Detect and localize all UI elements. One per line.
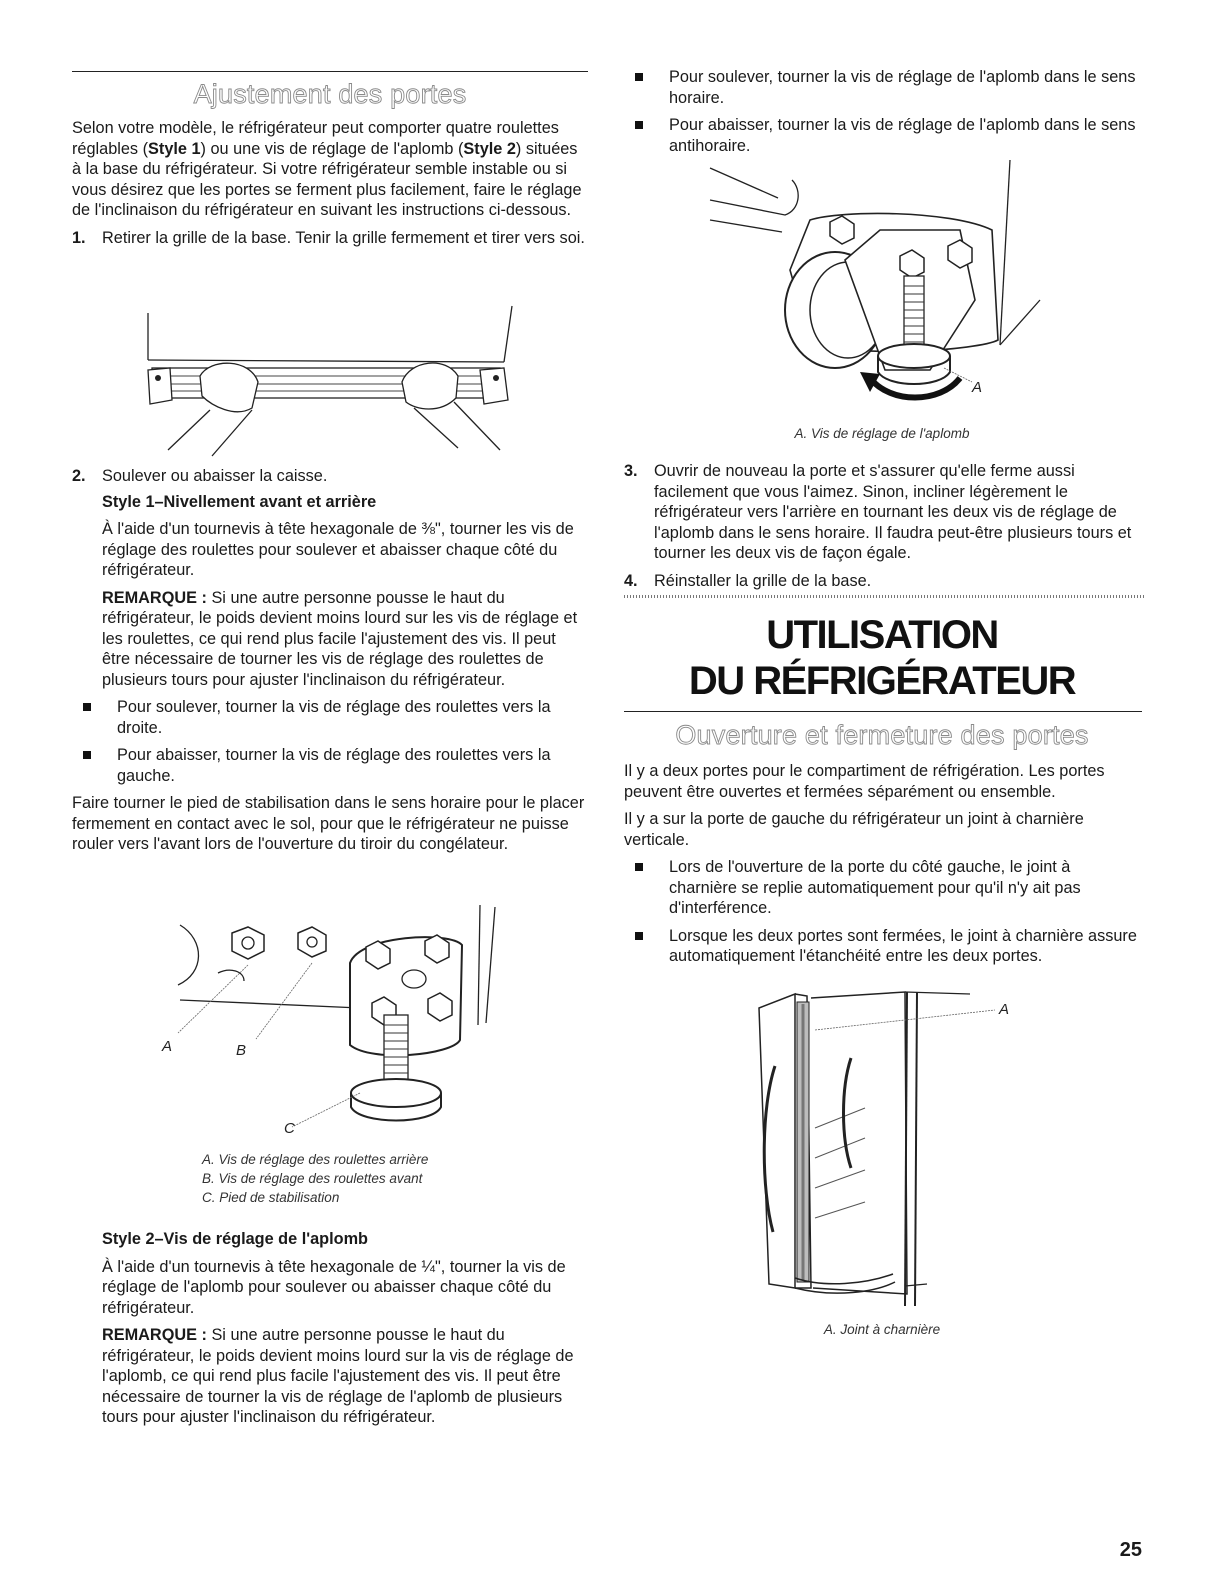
fig2-label-a: A — [162, 1038, 173, 1055]
style-2-text: À l'aide d'un tournevis à tête hexagonale de ¼", tourner la vis de réglage de l'aplomb pour soulever ou abaisser chaque côté du réfrigérateur. — [102, 1257, 566, 1317]
right-section-rule — [624, 711, 1142, 712]
left-top-rule — [72, 71, 588, 72]
bullet-lower-leveling-screw: Pour abaisser, tourner la vis de réglage de l'aplomb dans le sens antihoraire. — [624, 115, 1140, 156]
bullet-raise-leveling-screw: Pour soulever, tourner la vis de réglage de l'aplomb dans le sens horaire. — [624, 67, 1140, 108]
fig2-caption-c: C. Pied de stabilisation — [202, 1190, 340, 1205]
style-1-text: À l'aide d'un tournevis à tête hexagonale de ⅜", tourner les vis de réglage des roulettes pour soulever et abaisser chaque côté du réfrigérateur. — [102, 520, 574, 579]
left-column-lower — [72, 466, 588, 855]
step-3 — [624, 461, 1140, 564]
heading-door-opening: Ouverture et fermeture des portes — [675, 720, 1089, 750]
doors-paragraph-2: Il y a sur la porte de gauche du réfrigérateur un joint à charnière verticale. — [624, 810, 1084, 849]
step-4-text: Réinstaller la grille de la base. — [654, 571, 872, 590]
hinged-seal-illustration — [755, 988, 1025, 1318]
step-2-text: Soulever ou abaisser la caisse. — [102, 467, 328, 485]
leveling-screw-illustration — [710, 160, 1050, 420]
right-column-steps — [624, 461, 1140, 591]
fig3-caption: A. Vis de réglage de l'aplomb — [794, 426, 970, 441]
step-3-number: 3. — [624, 462, 638, 480]
fig2-caption — [202, 1150, 522, 1207]
right-column-top — [624, 67, 1140, 156]
step-2-number: 2. — [72, 467, 86, 485]
right-column-doors — [624, 761, 1140, 967]
intro-paragraph: Selon votre modèle, le réfrigérateur peut comporter quatre roulettes réglables (Style 1) ou une vis de réglage de l'aplomb (Style 2) situées à la base du réfrigérateur. Si votre réfrigérateur semble instable ou si vous désirez que les portes se ferment plus facilement, faire le réglage de l'inclinaison du réfrigérateur en suivant les instructions ci-dessous. — [72, 119, 582, 219]
bullet-hinge-folds: Lors de l'ouverture de la porte du côté gauche, le joint à charnière se replie automatiquement pour qu'il n'y ait pas d'interférence. — [624, 857, 1140, 919]
step-3-text: Ouvrir de nouveau la porte et s'assurer qu'elle ferme aussi facilement que vous l'aimez. Sinon, incliner légèrement le réfrigérateur vers l'arrière en tournant les deux vis de réglage de l'aplomb dans le sens horaire. Il faudra peut-être plusieurs tours et tourner les deux vis de façon égale. — [654, 462, 1132, 562]
doors-paragraph-1: Il y a deux portes pour le compartiment de réfrigération. Les portes peuvent être ouvertes et fermées séparément ou ensemble. — [624, 762, 1105, 801]
bullet-raise-rollers: Pour soulever, tourner la vis de réglage des roulettes vers la droite. — [72, 697, 588, 738]
section-title-line-2: DU RÉFRIGÉRATEUR — [688, 659, 1076, 703]
step-2-details — [72, 492, 588, 691]
fig4-label-a: A — [999, 1001, 1010, 1018]
fig4-caption: A. Joint à charnière — [823, 1322, 941, 1337]
bullet-hinge-seals: Lorsque les deux portes sont fermées, le joint à charnière assure automatiquement l'étanchéité entre les deux portes. — [624, 926, 1140, 967]
heading-door-adjustment: Ajustement des portes — [193, 79, 467, 109]
step-2 — [72, 466, 588, 487]
grille-removal-illustration — [140, 298, 520, 458]
section-title — [624, 612, 1140, 704]
bullet-lower-rollers: Pour abaisser, tourner la vis de réglage des roulettes vers la gauche. — [72, 745, 588, 786]
fig2-label-b: B — [236, 1042, 247, 1059]
fig2-caption-a: A. Vis de réglage des roulettes arrière — [202, 1152, 429, 1167]
style-2-title: Style 2–Vis de réglage de l'aplomb — [102, 1230, 368, 1248]
step-1 — [72, 228, 588, 249]
roller-adjustment-illustration — [160, 905, 520, 1137]
remark-1: REMARQUE : Si une autre personne pousse le haut du réfrigérateur, le poids devient moins lourd sur les vis de réglage et les roulettes, ce qui rend plus facile l'ajustement des vis. Il peut être nécessaire de tourner les vis de réglage des roulettes de plusieurs tours pour ajuster l'inclinaison du réfrigérateur. — [102, 588, 578, 689]
style-1-title: Style 1–Nivellement avant et arrière — [102, 492, 377, 511]
left-column — [72, 118, 588, 248]
fig2-caption-b: B. Vis de réglage des roulettes avant — [202, 1171, 423, 1186]
style-2-section — [102, 1229, 588, 1428]
stabilize-paragraph: Faire tourner le pied de stabilisation dans le sens horaire pour le placer fermement en contact avec le sol, pour que le réfrigérateur ne puisse rouler vers l'avant lors de l'ouverture du tiroir du congélateur. — [72, 794, 585, 853]
remark-2: REMARQUE : Si une autre personne pousse le haut du réfrigérateur, le poids devient moins lourd sur la vis de réglage de l'aplomb, ce qui rend plus facile l'ajustement des vis. Il peut être nécessaire de tourner la vis de réglage de l'aplomb de plusieurs tours pour ajuster l'inclinaison du réfrigérateur. — [102, 1326, 574, 1426]
section-dotted-divider — [624, 595, 1144, 598]
fig3-label-a: A — [972, 379, 983, 396]
step-4 — [624, 571, 1140, 592]
section-title-line-1: UTILISATION — [766, 613, 998, 657]
fig2-label-c: C — [284, 1120, 295, 1137]
page-number: 25 — [1119, 1539, 1142, 1561]
step-1-number: 1. — [72, 228, 86, 247]
step-1-text: Retirer la grille de la base. Tenir la grille fermement et tirer vers soi. — [102, 228, 585, 247]
step-4-number: 4. — [624, 571, 638, 590]
